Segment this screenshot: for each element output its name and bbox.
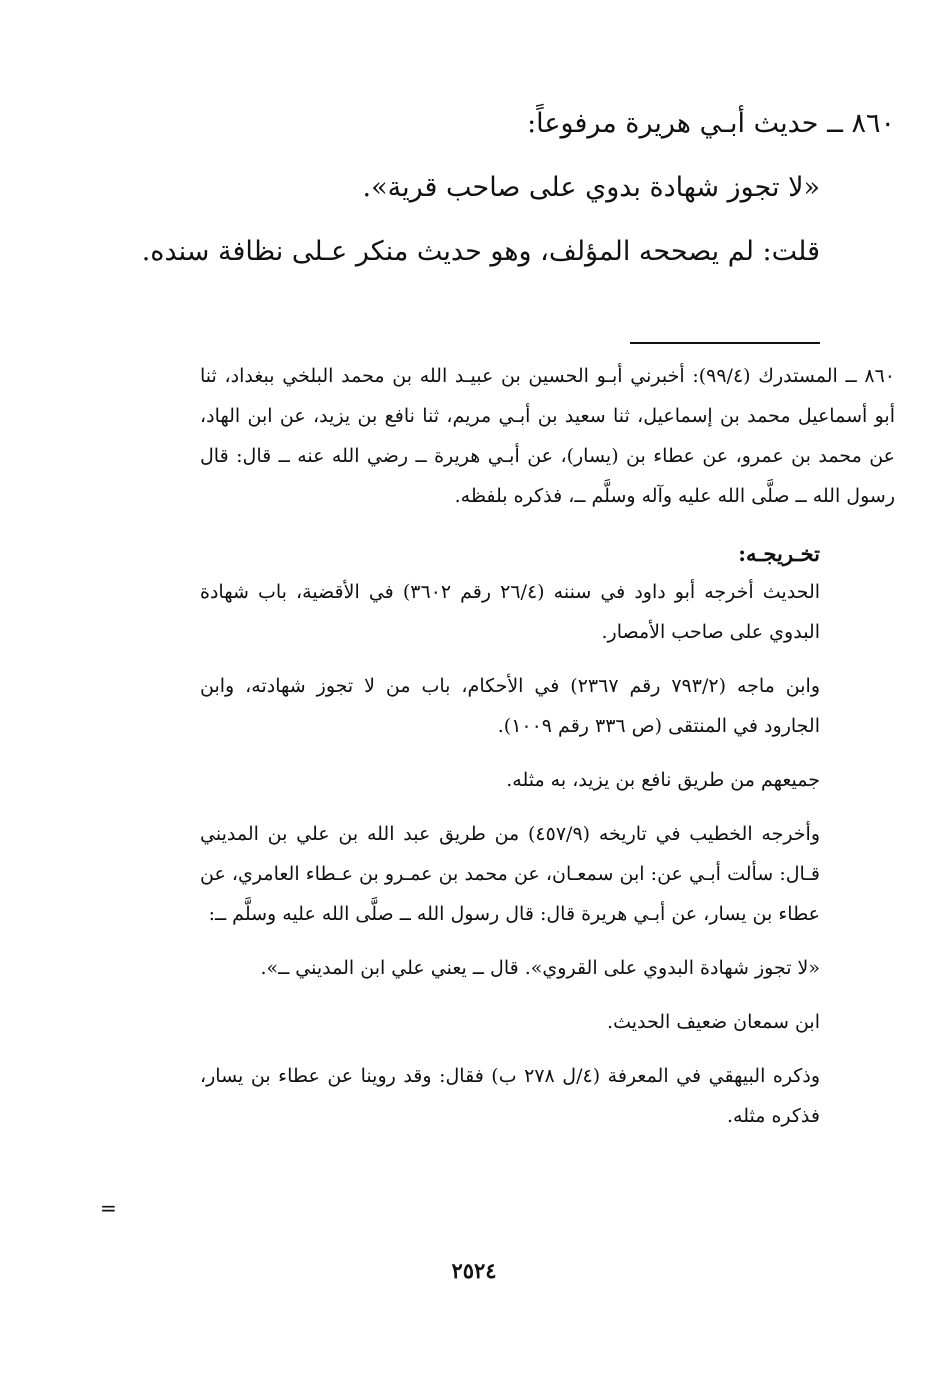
takhrij-paragraph: ابن سمعان ضعيف الحديث. [607, 1011, 820, 1033]
takhrij-paragraph: وأخرجه الخطيب في تاريخه (٤٥٧/٩) من طريق عبد الله بن علي بن المديني قـال: سألت أبـي عن: ابن سمعـان، عن محمد بن عمـرو بن عـطاء العامري، عن عطاء بن يسار، عن أبـي هريرة قال: قال رسول الله ــ صلَّى الله عليه وسلَّم ــ: [200, 823, 820, 925]
footnote-source: ٨٦٠ ــ المستدرك (٩٩/٤): أخبرني أبـو الحسين بن عبيـد الله بن محمد البلخي ببغداد، ثنا أبو أسماعيل محمد بن إسماعيل، ثنا سعيد بن أبـي مريم، ثنا نافع بن يزيد، عن ابن الهاد، عن محمد بن عمرو، عن عطاء بن (يسار)، عن أبـي هريرة ــ رضي الله عنه ــ قال: قال رسول الله ــ صلَّى الله عليه وآله وسلَّم ــ، فذكره بلفظه. [200, 365, 895, 507]
takhrij-paragraph: جميعهم من طريق نافع بن يزيد، به مثله. [506, 769, 820, 791]
author-note: قلت: لم يصححه المؤلف، وهو حديث منكر عـلى نظافة سنده. [141, 236, 820, 267]
takhrij-paragraph: الحديث أخرجه أبو داود في سننه (٢٦/٤ رقم ٣٦٠٢) في الأقضية، باب شهادة البدوي على صاحب الأمصار. [200, 581, 821, 643]
takhrij-paragraph: «لا تجوز شهادة البدوي على القروي». قال ــ يعني علي ابن المديني ــ». [260, 957, 820, 979]
footnote-block [200, 356, 895, 1150]
footnote-divider [630, 342, 820, 344]
continuation-mark: = [100, 1196, 117, 1220]
hadith-text: «لا تجوز شهادة بدوي على صاحب قرية». [362, 172, 820, 203]
hadith-heading: ٨٦٠ ــ حديث أبـي هريرة مرفوعاً: [527, 108, 895, 139]
main-text [130, 95, 895, 281]
takhrij-paragraph: وذكره البيهقي في المعرفة (٤/ل ٢٧٨ ب) فقال: وقد روينا عن عطاء بن يسار، فذكره مثله. [200, 1065, 820, 1127]
takhrij-paragraph: وابن ماجه (٧٩٣/٢ رقم ٢٣٦٧) في الأحكام، باب من لا تجوز شهادته، وابن الجارود في المنتقى (ص ٣٣٦ رقم ١٠٠٩). [200, 675, 820, 737]
page-number: ٢٥٢٤ [451, 1258, 497, 1283]
takhrij-title: تخـريجـه: [738, 541, 820, 566]
